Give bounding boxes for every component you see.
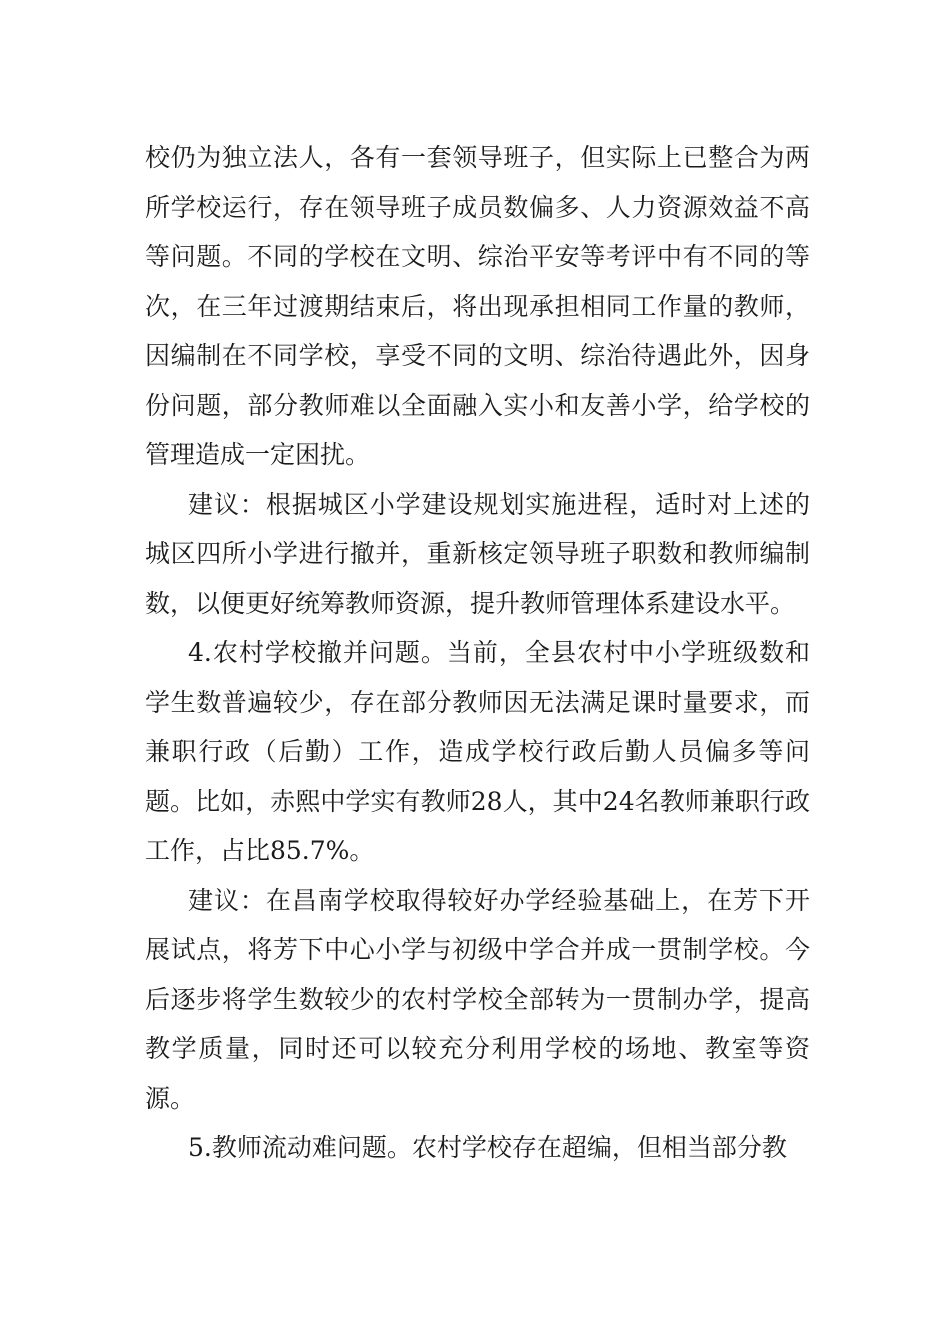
document-body xyxy=(145,133,810,1173)
paragraph-item-4: 4.农村学校撤并问题。当前，全县农村中小学班级数和学生数普遍较少，存在部分教师因无法满足课时量要求，而兼职行政（后勤）工作，造成学校行政后勤人员偏多等问题。比如，赤熙中学实有教师28人，其中24名教师兼职行政工作，占比85.7%。 xyxy=(145,638,810,865)
paragraph-suggestion-2: 建议：在昌南学校取得较好办学经验基础上，在芳下开展试点，将芳下中心小学与初级中学合并成一贯制学校。今后逐步将学生数较少的农村学校全部转为一贯制办学，提高教学质量，同时还可以较充分利用学校的场地、教室等资源。 xyxy=(145,885,810,1113)
paragraph-suggestion-1: 建议：根据城区小学建设规划实施进程，适时对上述的城区四所小学进行撤并，重新核定领导班子职数和教师编制数，以便更好统筹教师资源，提升教师管理体系建设水平。 xyxy=(145,489,810,618)
paragraph-continuation: 校仍为独立法人，各有一套领导班子，但实际上已整合为两所学校运行，存在领导班子成员数偏多、人力资源效益不高等问题。不同的学校在文明、综治平安等考评中有不同的等次，在三年过渡期结束后，将出现承担相同工作量的教师，因编制在不同学校，享受不同的文明、综治待遇此外，因身份问题，部分教师难以全面融入实小和友善小学，给学校的管理造成一定困扰。 xyxy=(145,143,810,469)
paragraph-item-5: 5.教师流动难问题。农村学校存在超编，但相当部分教 xyxy=(188,1133,787,1162)
